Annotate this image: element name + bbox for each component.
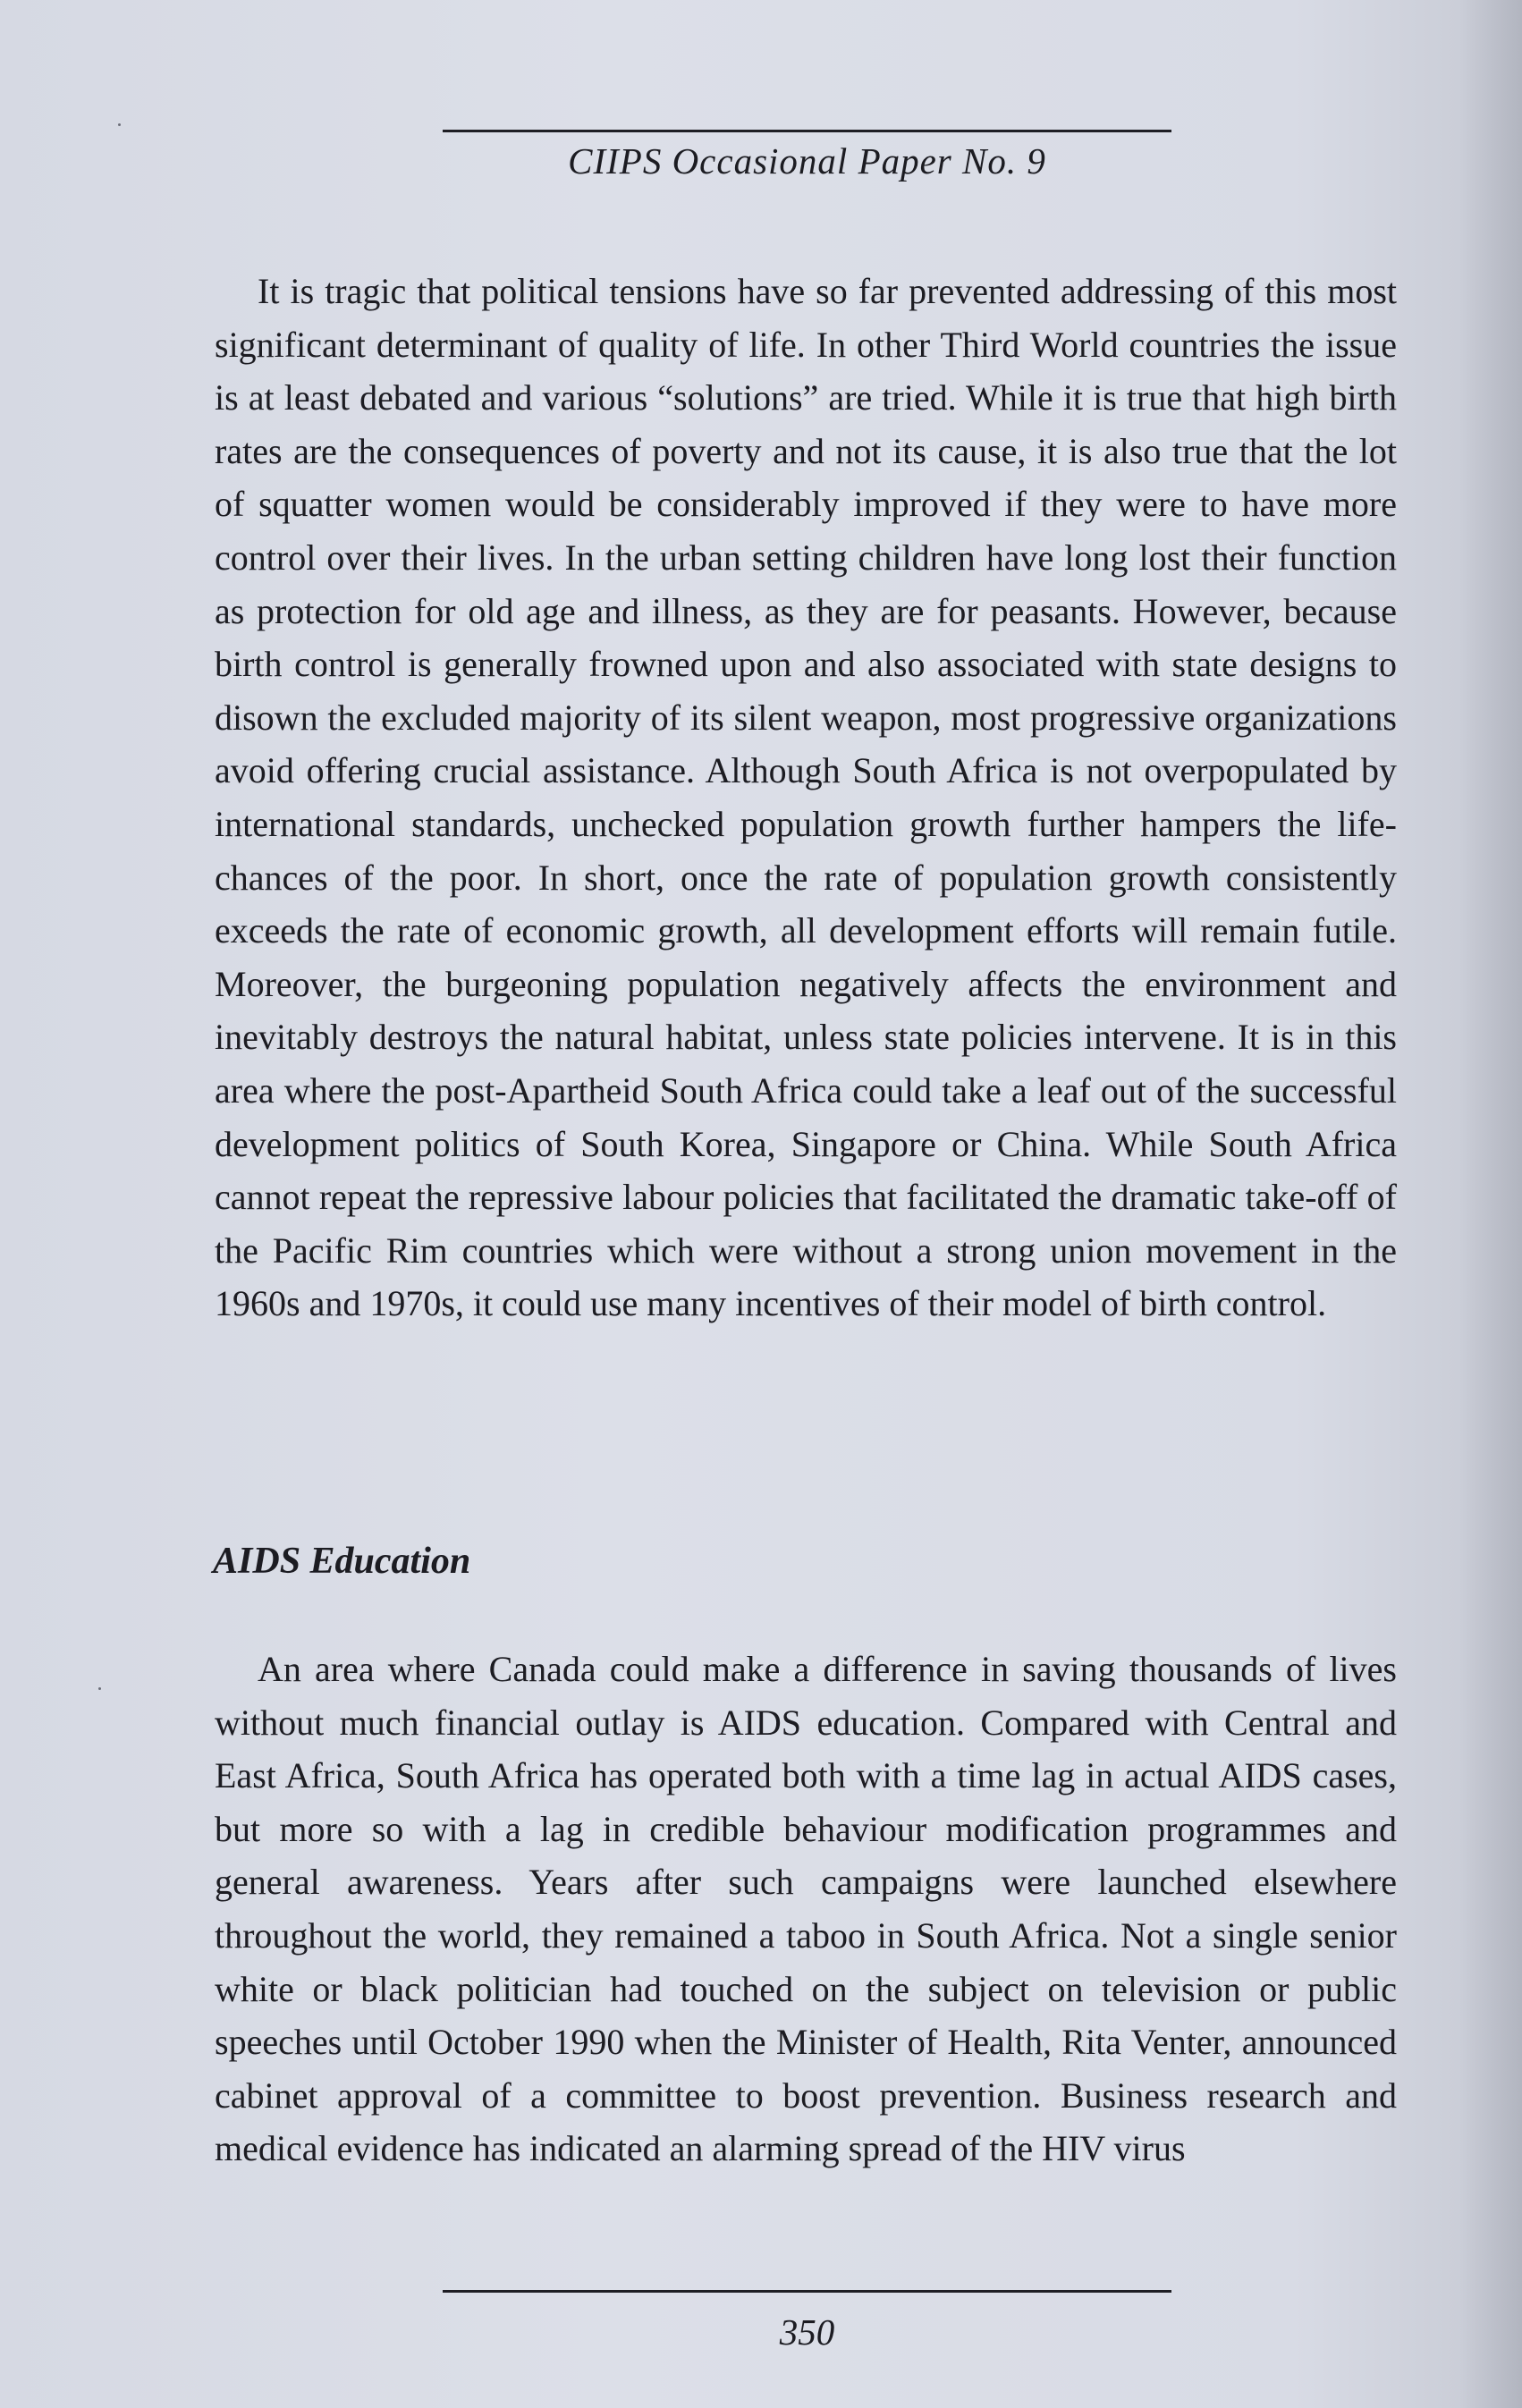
running-header: CIIPS Occasional Paper No. 9 (568, 140, 1046, 182)
paper-speck (98, 1687, 101, 1690)
header-rule (443, 130, 1171, 132)
spine-shadow (1459, 0, 1522, 2408)
section-heading: AIDS Education (213, 1541, 471, 1582)
body-paragraph-2 (215, 1643, 1397, 2176)
page-number: 350 (779, 2311, 835, 2353)
body-paragraph-1 (215, 265, 1397, 1331)
paragraph-text: It is tragic that political tensions have so far prevented addressing of this most significant determinant of quality of life. In other Third World countries the issue is at least debated and various “solutions” are tried. While it is true that high birth rates are the consequences of poverty and not its cause, it is also true that the lot of squatter women would be considerably improved if they were to have more control over their lives. In the urban setting children have long lost their function as protection for old age and illness, as they are for peasants. However, because birth control is generally frowned upon and also associated with state designs to disown the excluded majority of its silent weapon, most progressive organizations avoid offering crucial assistance. Although South Africa is not overpopulated by international standards, unchecked population growth further hampers the life-chances of the poor. In short, once the rate of population growth consistently exceeds the rate of economic growth, all development efforts will remain futile. Moreover, the burgeoning population negatively affects the environment and inevitably destroys the natural habitat, unless state policies intervene. It is in this area where the post-Apartheid South Africa could take a leaf out of the successful development politics of South Korea, Singapore or China. While South Africa cannot repeat the repressive labour policies that facilitated the dramatic take-off of the Pacific Rim countries which were without a strong union movement in the 1960s and 1970s, it could use many incentives of their model of birth control. (215, 271, 1397, 1324)
paper-speck (118, 123, 121, 126)
footer-rule (443, 2290, 1171, 2293)
paragraph-text: An area where Canada could make a difference in saving thousands of lives without much financial outlay is AIDS education. Compared with Central and East Africa, South Africa has operated both with a time lag in actual AIDS cases, but more so with a lag in credible behaviour modification programmes and general awareness. Years after such campaigns were launched elsewhere throughout the world, they remained a taboo in South Africa. Not a single senior white or black politician had touched on the subject on television or public speeches until October 1990 when the Minister of Health, Rita Venter, announced cabinet approval of a committee to boost prevention. Business research and medical evidence has indicated an alarming spread of the HIV virus (215, 1649, 1397, 2169)
